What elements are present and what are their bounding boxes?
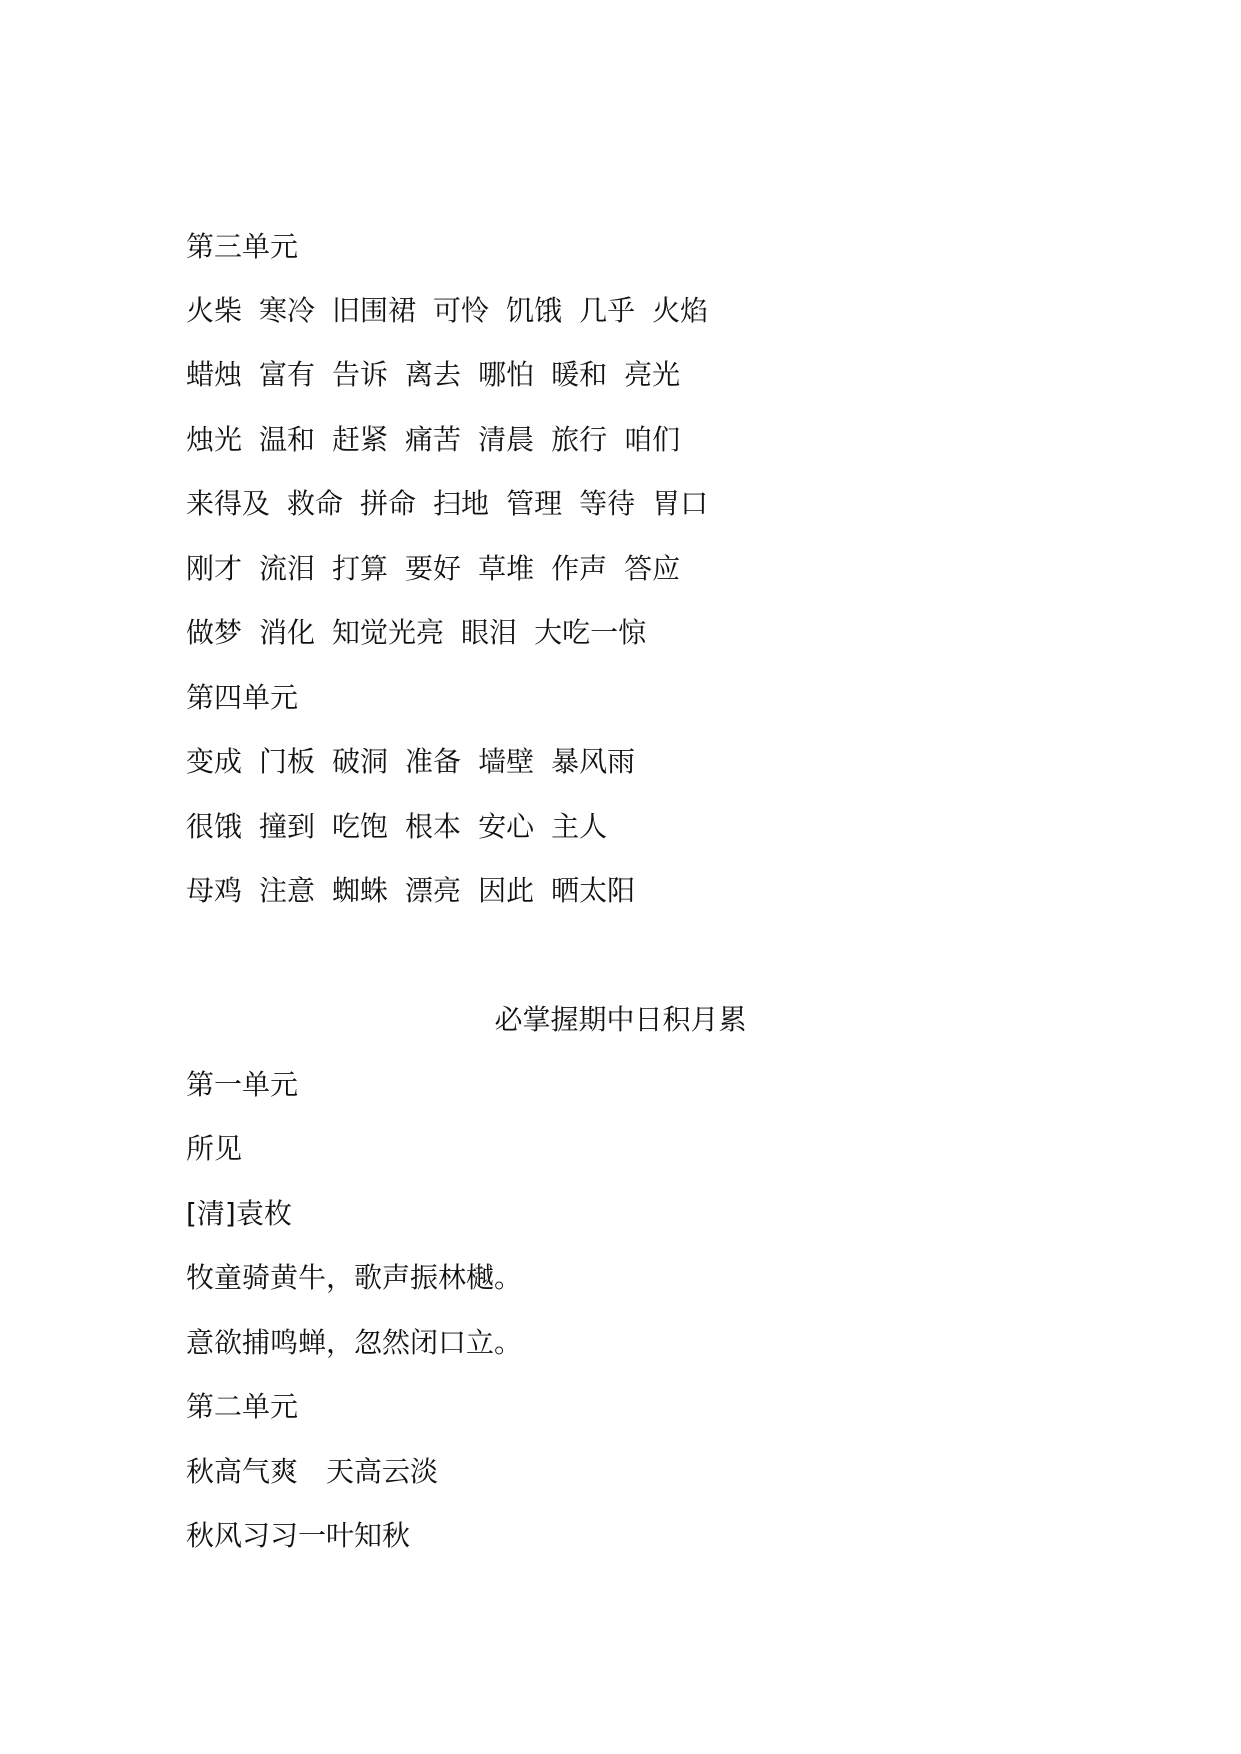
- word: 草堆: [478, 552, 535, 585]
- word: 刚才: [186, 552, 243, 585]
- unit2-heading: 第二单元: [186, 1390, 299, 1423]
- unit3-row-4: [186, 486, 708, 522]
- word: 痛苦: [405, 423, 462, 456]
- word: 漂亮: [405, 874, 462, 907]
- word: 打算: [332, 552, 389, 585]
- section-title: [0, 1002, 1241, 1038]
- word: 注意: [259, 874, 316, 907]
- section-title-text: 必掌握期中日积月累: [494, 1003, 747, 1036]
- word: 蜘蛛: [332, 874, 389, 907]
- word: 饥饿: [506, 294, 563, 327]
- unit1-heading: 第一单元: [186, 1068, 299, 1101]
- word: 火柴: [186, 294, 243, 327]
- word: 寒冷: [259, 294, 316, 327]
- word: 救命: [287, 487, 344, 520]
- unit4-row-3: [186, 873, 635, 909]
- word: 墙壁: [478, 745, 535, 778]
- unit4-heading: 第四单元: [186, 681, 299, 714]
- poem-title: 所见: [186, 1132, 243, 1165]
- word: 大吃一惊: [534, 616, 647, 649]
- word: 几乎: [579, 294, 636, 327]
- word: 烛光: [186, 423, 243, 456]
- word: 因此: [478, 874, 535, 907]
- word: 安心: [478, 810, 535, 843]
- word: 知觉光亮: [332, 616, 445, 649]
- unit3-row-2: [186, 357, 680, 393]
- word: 答应: [624, 552, 681, 585]
- word: 离去: [405, 358, 462, 391]
- word: 哪怕: [478, 358, 535, 391]
- word: 变成: [186, 745, 243, 778]
- word: 管理: [506, 487, 563, 520]
- word: 吃饱: [332, 810, 389, 843]
- word: 告诉: [332, 358, 389, 391]
- word: 扫地: [433, 487, 490, 520]
- word: 旧围裙: [332, 294, 417, 327]
- word: 富有: [259, 358, 316, 391]
- word: 胃口: [652, 487, 709, 520]
- word: 破洞: [332, 745, 389, 778]
- word: 消化: [259, 616, 316, 649]
- word: 撞到: [259, 810, 316, 843]
- word: 等待: [579, 487, 636, 520]
- word: 咱们: [624, 423, 681, 456]
- word: 晒太阳: [551, 874, 636, 907]
- word: 暴风雨: [551, 745, 636, 778]
- word: 赶紧: [332, 423, 389, 456]
- word: 要好: [405, 552, 462, 585]
- unit3-row-5: [186, 551, 680, 587]
- word: 暖和: [551, 358, 608, 391]
- word: 很饿: [186, 810, 243, 843]
- word: 清晨: [478, 423, 535, 456]
- word: 准备: [405, 745, 462, 778]
- idiom-line-1: 秋高气爽 天高云淡: [186, 1455, 439, 1488]
- word: 蜡烛: [186, 358, 243, 391]
- word: 眼泪: [461, 616, 518, 649]
- word: 火焰: [652, 294, 709, 327]
- word: 门板: [259, 745, 316, 778]
- word: 可怜: [433, 294, 490, 327]
- word: 亮光: [624, 358, 681, 391]
- word: 做梦: [186, 616, 243, 649]
- word: 主人: [551, 810, 608, 843]
- unit3-row-1: [186, 293, 708, 329]
- word: 母鸡: [186, 874, 243, 907]
- unit3-row-6: [186, 615, 646, 651]
- word: 作声: [551, 552, 608, 585]
- word: 来得及: [186, 487, 271, 520]
- poem-line-2: 意欲捕鸣蝉，忽然闭口立。: [186, 1326, 523, 1359]
- unit3-row-3: [186, 422, 680, 458]
- unit4-row-2: [186, 809, 607, 845]
- word: 旅行: [551, 423, 608, 456]
- idiom-line-2: 秋风习习一叶知秋: [186, 1519, 411, 1552]
- poem-line-1: 牧童骑黄牛，歌声振林樾。: [186, 1261, 523, 1294]
- unit3-heading: 第三单元: [186, 230, 299, 263]
- word: 流泪: [259, 552, 316, 585]
- unit4-row-1: [186, 744, 635, 780]
- word: 拼命: [360, 487, 417, 520]
- word: 根本: [405, 810, 462, 843]
- poem-author: [清]袁枚: [186, 1197, 292, 1230]
- word: 温和: [259, 423, 316, 456]
